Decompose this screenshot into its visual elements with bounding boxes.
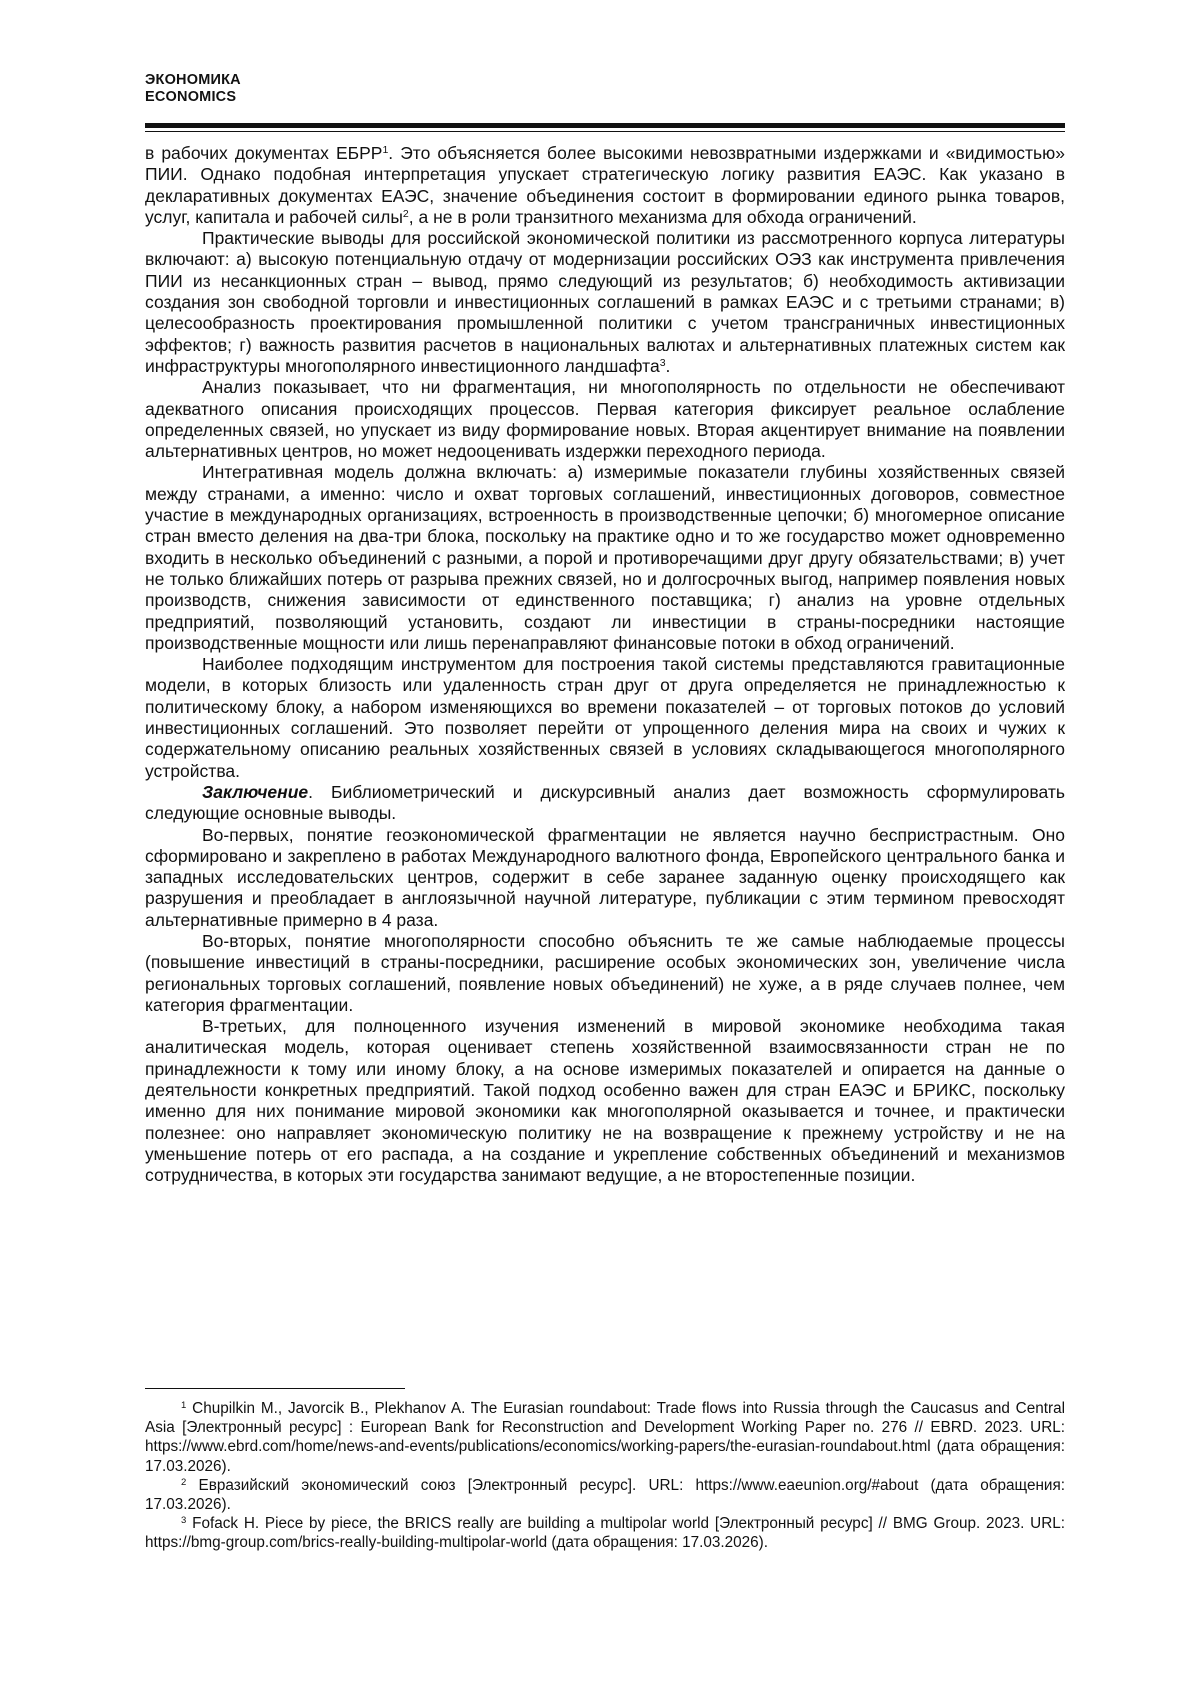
running-head xyxy=(145,72,241,106)
section-title-ru: ЭКОНОМИКА xyxy=(145,72,241,88)
main-text xyxy=(145,143,1065,1187)
footnote-ref-3: 3 xyxy=(659,356,666,369)
paragraph-5: Наиболее подходящим инструментом для построения такой системы представляются гравитационные модели, в которых близость или удаленность стран друг от друга определяется не принадлежностью к политическому блоку, а набором изменяющихся во времени показателей – от торговых потоков до условий инвестиционных соглашений. Это позволяет перейти от упрощенного деления мира на своих и чужих к содержательному описанию реальных хозяйственных связей в условиях складывающегося многополярного устройства. xyxy=(145,654,1065,781)
conclusion-heading: Заключение xyxy=(202,781,309,802)
footnote-2: $^2$ Евразийский экономический союз [Электронный ресурс]. URL: https://www.eaeunion.org/#about (дата обращения: 17.03.2026). xyxy=(145,1476,1066,1514)
footnote-3: $^3$ Fofack H. Piece by piece, the BRICS really are building a multipolar world [Электронный ресурс] // BMG Group. 2023. URL: https://bmg-group.com/brics-really-building-multipolar-world (дата обращения: 17.03.2026). xyxy=(145,1515,1066,1552)
paragraph-first-conclusion: Во-первых, понятие геоэкономической фрагментации не является научно беспристрастным. Оно сформировано и закреплено в работах Международного валютного фонда, Европейского центрального банка и западных исследовательских центров, содержит в себе заранее заданную оценку происходящего как разрушения и преобладает в англоязычной научной литературе, публикации с этим термином превосходят альтернативные примерно в 4 раза. xyxy=(145,824,1065,930)
paragraph-conclusion: Заключение. Библиометрический и дискурсивный анализ дает возможность сформулировать следующие основные выводы. xyxy=(145,781,1065,824)
footnote-ref-1: 1 xyxy=(382,144,389,156)
footnote-ref-2: 2 xyxy=(402,207,409,220)
header-rule-thick xyxy=(145,123,1065,128)
paragraph-2: Практические выводы для российской экономической политики из рассмотренного корпуса литературы включают: а) высокую потенциальную отдачу от модернизации российских ОЭЗ как инструмента привлечения ПИИ из несанкционных стран – вывод, прямо следующий из результатов; б) необходимость активизации создания зон свободной торговли и инвестиционных соглашений в рамках ЕАЭС и с третьими странами; в) целесообразность проектирования промышленной политики с учетом трансграничных инвестиционных эффектов; г) важность развития расчетов в национальных валютах и альтернативных платежных систем как инфраструктуры многополярного инвестиционного ландшафта$^3$. xyxy=(145,228,1065,376)
paragraph-second-conclusion: Во-вторых, понятие многополярности способно объяснить те же самые наблюдаемые процессы (повышение инвестиций в страны-посредники, расширение особых экономических зон, увеличение числа региональных торговых соглашений, появление новых объединений) не хуже, а в ряде случаев полнее, чем категория фрагментации. xyxy=(145,930,1065,1015)
section-title-en: ECONOMICS xyxy=(145,89,237,105)
paragraph-4: Интегративная модель должна включать: а) измеримые показатели глубины хозяйственных связей между странами, а именно: число и охват торговых соглашений, инвестиционных договоров, совместное участие в международных организациях, встроенность в производственные цепочки; б) многомерное описание стран вместо деления на два-три блока, поскольку на практике одно и то же государство может одновременно входить в несколько объединений с разными, а порой и противоречащими друг другу обязательствами; в) учет не только ближайших потерь от разрыва прежних связей, но и долгосрочных выгод, например появления новых производств, снижения зависимости от единственного поставщика; г) анализ на уровне отдельных предприятий, позволяющий установить, создают ли инвестиции в страны-посредники настоящие производственные мощности или лишь перенаправляют финансовые потоки в обход ограничений. xyxy=(145,462,1065,653)
footnote-1: $^1$ Chupilkin M., Javorcik B., Plekhanov A. The Eurasian roundabout: Trade flows into Russia through the Caucasus and Central Asia [Электронный ресурс] : European Bank for Reconstruction and Development Working Paper no. 276 // EBRD. 2023. URL: https://www.ebrd.com/home/news-and-events/publications/economics/working-papers/the-eurasian-roundabout.html (дата обращения: 17.03.2026). xyxy=(145,1400,1065,1475)
paragraph-3: Анализ показывает, что ни фрагментация, ни многополярность по отдельности не обеспечивают адекватного описания происходящих процессов. Первая категория фиксирует реальное ослабление определенных связей, но упускает из виду формирование новых. Вторая акцентирует внимание на появлении альтернативных центров, но может недооценивать издержки переходного периода. xyxy=(145,377,1065,462)
footnotes xyxy=(145,1399,1065,1553)
paragraph-1: в рабочих документах ЕБРР$^1$. Это объясняется более высокими невозвратными издержками и «видимостью» ПИИ. Однако подобная интерпретация упускает стратегическую логику развития ЕАЭС. Как указано в декларативных документах ЕАЭС, значение объединения состоит в формировании единого рынка товаров, услуг, капитала и рабочей силы$^2$, а не в роли транзитного механизма для обхода ограничений. xyxy=(145,143,1065,227)
footnote-separator xyxy=(145,1388,405,1389)
header-rule-thin xyxy=(145,131,1065,132)
paragraph-third-conclusion: В-третьих, для полноценного изучения изменений в мировой экономике необходима такая аналитическая модель, которая оценивает степень хозяйственной взаимосвязанности стран не по принадлежности к тому или иному блоку, а на основе измеримых показателей и опирается на данные о деятельности конкретных предприятий. Такой подход особенно важен для стран ЕАЭС и БРИКС, поскольку именно для них понимание мировой экономики как многополярной оказывается и точнее, и практически полезнее: оно направляет экономическую политику не на возвращение к прежнему устройству и не на уменьшение потерь от его распада, а на создание и укрепление собственных объединений и механизмов сотрудничества, в которых эти государства занимают ведущие, а не второстепенные позиции. xyxy=(145,1016,1065,1186)
